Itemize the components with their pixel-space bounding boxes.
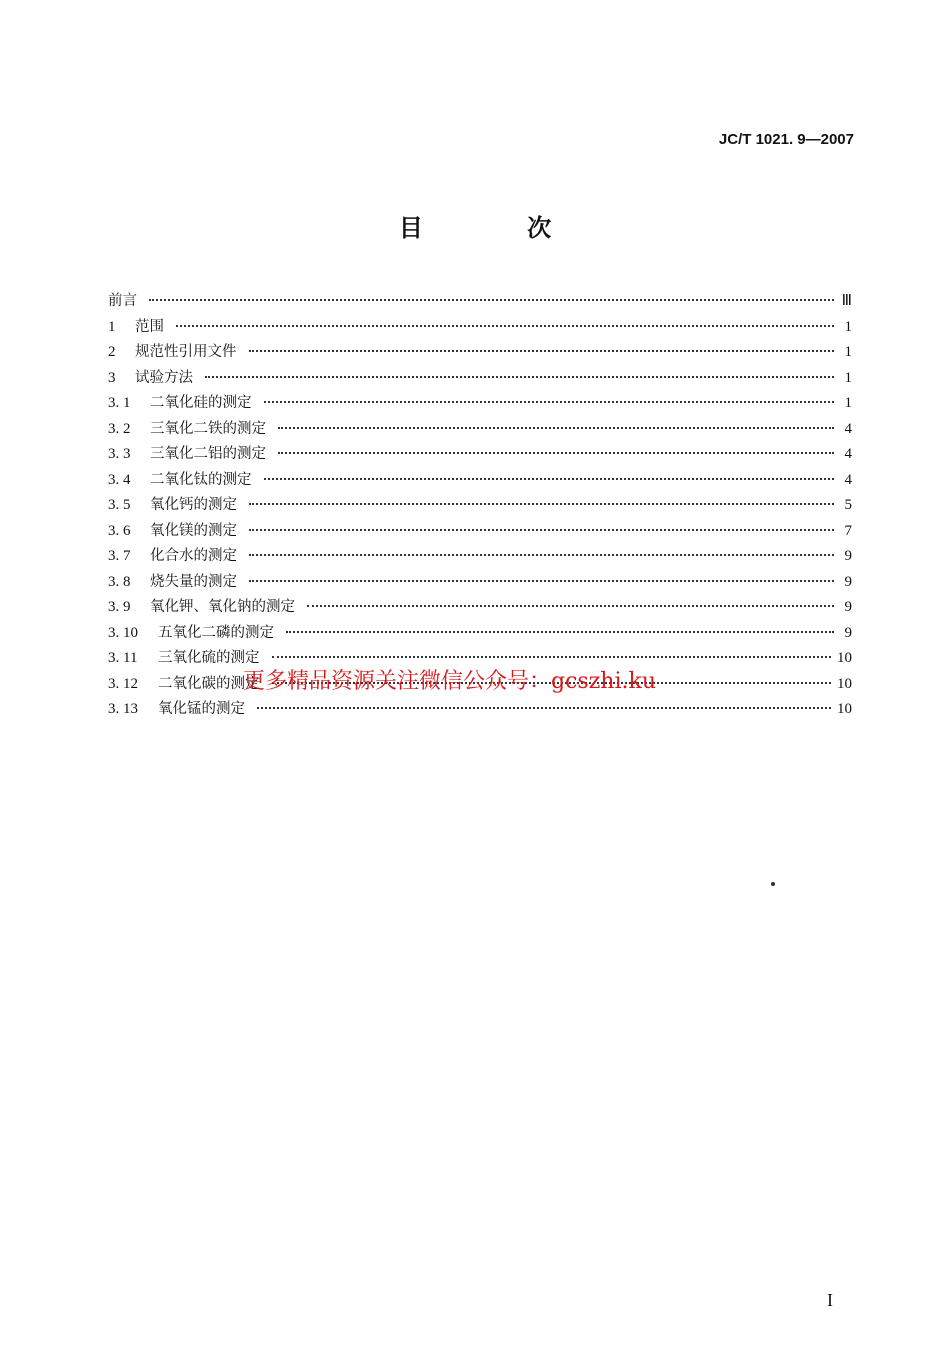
toc-entry-label: 烧失量的测定 [150,573,237,590]
toc-entry-number: 3. 11 [108,650,138,666]
toc-entry-number: 3. 7 [108,548,131,564]
toc-entry-label: 三氧化二铝的测定 [150,446,266,462]
toc-entry-number: 3. 1 [108,395,131,411]
toc-entry-label: 二氧化硅的测定 [150,395,252,411]
standard-code: JC/T 1021. 9—2007 [718,131,854,148]
toc-entry[interactable] [108,391,852,417]
toc-entry-label: 前言 [108,293,137,309]
toc-entry-label: 三氧化二铁的测定 [150,420,266,437]
toc-entry-label: 规范性引用文件 [135,344,237,360]
toc-entry[interactable] [108,366,852,392]
toc-entry[interactable] [108,340,852,366]
leader-dots [264,478,835,480]
leader-dots [257,707,831,709]
toc-entry-label: 五氧化二磷的测定 [158,624,274,641]
toc-entry-label: 氧化钾、氧化钠的测定 [150,599,295,615]
watermark-text: 更多精品资源关注微信公众号：gcszhi.ku [243,669,656,694]
toc-entry-label: 试验方法 [135,369,193,386]
toc-entry[interactable] [108,417,852,443]
toc-entry-number: 3. 8 [108,573,131,590]
leader-dots [307,605,834,607]
toc-entry-number: 3. 2 [108,420,131,437]
toc-entry[interactable] [108,468,852,494]
toc-entry[interactable] [108,544,852,570]
leader-dots [249,554,834,556]
leader-dots [249,580,834,582]
toc-entry-number: 3. 3 [108,446,131,462]
toc-entry-label: 氧化钙的测定 [150,497,237,513]
toc-entry-label: 三氧化硫的测定 [158,650,260,666]
page-title: 目 次 [398,214,600,242]
toc-entry-page: 4 [844,420,852,437]
toc-entry-number: 3. 5 [108,497,131,513]
toc-entry-page: 5 [844,497,852,513]
toc-entry-label: 氧化镁的测定 [150,522,237,539]
toc-entry-page: 9 [844,624,852,641]
toc-entry-number: 3. 13 [108,701,138,717]
toc-entry-page: 1 [844,318,852,335]
toc-entry-label: 化合水的测定 [150,548,237,564]
toc-entry-number: 1 [108,318,116,335]
leader-dots [286,631,834,633]
toc-entry[interactable] [108,595,852,621]
toc-entry-number: 3. 4 [108,471,131,488]
toc-entry-page: Ⅲ [841,293,852,309]
toc-entry[interactable] [108,493,852,519]
toc-entry-label: 二氧化钛的测定 [150,471,252,488]
toc-entry[interactable] [108,519,852,545]
toc-entry[interactable] [108,315,852,341]
toc-entry-number: 3. 9 [108,599,131,615]
toc-entry-number: 3. 6 [108,522,131,539]
toc-entry-page: 7 [844,522,852,539]
toc-entry-page: 9 [844,599,852,615]
toc-entry[interactable] [108,442,852,468]
toc-entry-label: 氧化锰的测定 [158,701,245,717]
leader-dots [278,452,834,454]
toc-entry[interactable] [108,570,852,596]
leader-dots [176,325,834,327]
scan-speck [771,882,775,886]
leader-dots [249,503,834,505]
toc-entry-label: 二氧化碳的测定 [158,675,260,692]
toc-entry-preface[interactable] [108,289,852,315]
toc-entry[interactable] [108,697,852,723]
toc-entry-page: 9 [844,573,852,590]
leader-dots [272,656,832,658]
toc-entry-page: 1 [844,344,852,360]
leader-dots [149,299,834,301]
toc-entry-number: 3 [108,369,116,386]
leader-dots [264,401,835,403]
page-number: I [827,1290,833,1310]
leader-dots [278,427,834,429]
toc-entry-page: 1 [844,369,852,386]
leader-dots [205,376,834,378]
toc-entry-page: 1 [844,395,852,411]
toc-entry-number: 3. 12 [108,675,138,692]
table-of-contents [108,289,852,723]
leader-dots [249,529,834,531]
toc-entry-number: 3. 10 [108,624,138,641]
toc-entry-page: 10 [837,650,852,666]
toc-entry-page: 4 [844,446,852,462]
toc-entry-label: 范围 [135,318,164,335]
toc-entry-page: 10 [837,675,852,692]
toc-entry-page: 9 [844,548,852,564]
leader-dots [249,350,835,352]
toc-entry[interactable] [108,621,852,647]
toc-entry-number: 2 [108,344,116,360]
toc-entry-page: 4 [844,471,852,488]
toc-entry-page: 10 [837,701,852,717]
